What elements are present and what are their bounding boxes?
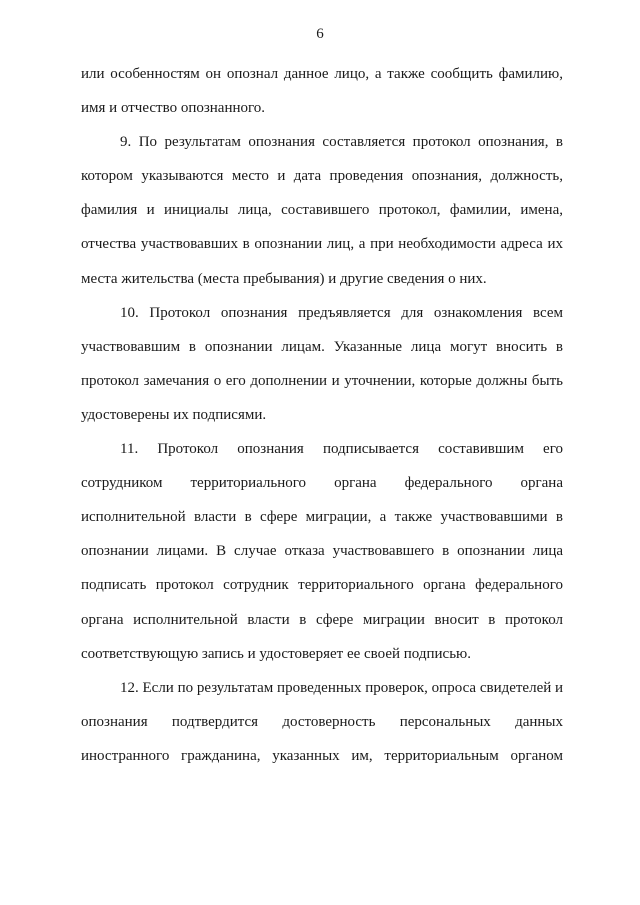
text-line: опознания подтвердится достоверность персональных данных [81, 713, 563, 730]
document-body [81, 57, 563, 773]
text-line: исполнительной власти в сфере миграции, а также участвовавшими в [81, 509, 563, 526]
text-line: подписать протокол сотрудник территориального органа федерального [81, 577, 563, 594]
text-line: фамилия и инициалы лица, составившего протокол, фамилии, имена, [81, 202, 563, 219]
text-line: или особенностям он опознал данное лицо, а также сообщить фамилию, [81, 66, 563, 82]
text-line: котором указываются место и дата проведения опознания, должность, [81, 168, 563, 185]
paragraph-continuation [81, 57, 563, 125]
text-line: отчества участвовавших в опознании лиц, а при необходимости адреса их [81, 236, 563, 253]
text-line: сотрудником территориального органа федерального органа [81, 475, 563, 492]
text-line: удостоверены их подписями. [81, 406, 267, 423]
text-line: участвовавшим в опознании лицам. Указанные лица могут вносить в [81, 338, 563, 355]
text-line: соответствующую запись и удостоверяет ее своей подписью. [81, 645, 472, 662]
text-line: протокол замечания о его дополнении и уточнении, которые должны быть [81, 372, 563, 389]
page-number: 6 [316, 26, 324, 42]
text-line: места жительства (места пребывания) и другие сведения о них. [81, 270, 487, 287]
text-line: имя и отчество опознанного. [81, 100, 266, 117]
paragraph-9 [81, 125, 563, 295]
text-line: опознании лицами. В случае отказа участвовавшего в опознании лица [81, 543, 563, 560]
text-line: иностранного гражданина, указанных им, территориальным органом [81, 747, 563, 764]
paragraph-11 [81, 432, 563, 671]
text-line: 11. Протокол опознания подписывается составившим его [120, 441, 563, 458]
text-line: 9. По результатам опознания составляется протокол опознания, в [120, 134, 563, 151]
paragraph-10 [81, 296, 563, 432]
text-line: 12. Если по результатам проведенных проверок, опроса свидетелей и [120, 679, 564, 696]
paragraph-12 [81, 671, 563, 773]
text-line: органа исполнительной власти в сфере миграции вносит в протокол [81, 611, 563, 628]
text-line: 10. Протокол опознания предъявляется для ознакомления всем [120, 304, 563, 321]
